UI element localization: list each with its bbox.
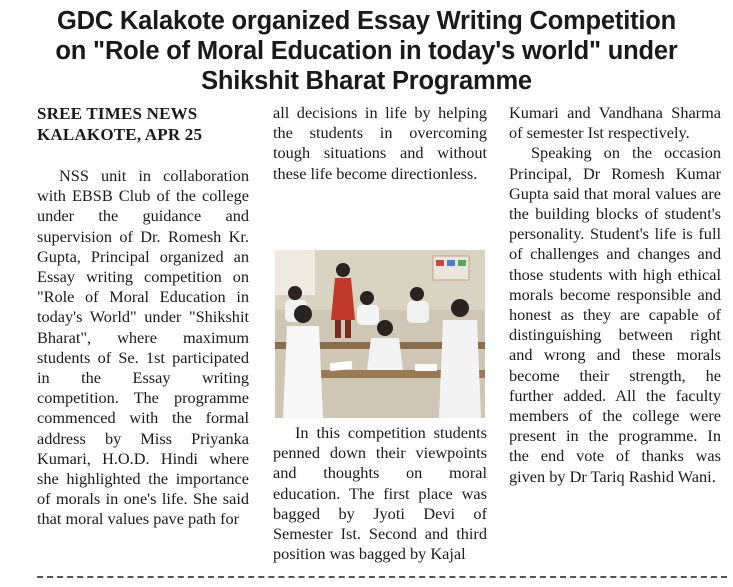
column-1 [37, 166, 249, 530]
paragraph-intro: NSS unit in collaboration with EBSB Club of the college under the guidance and supervision of Dr. Romesh Kr. Gupta, Principal organized an Essay writing competition on "Role of Moral Education in today's World" under "Shikshit Bharat", where maximum students of Se. 1st participated in the Essay writing competition. The programme commenced with the formal address by Miss Priyanka Kumari, H.O.D. Hindi where she highlighted the importance of morals in one's life. She said that moral values pave path for [37, 166, 249, 529]
headline [0, 6, 733, 96]
news-source: SREE TIMES NEWS [37, 104, 198, 123]
headline-line-2: on "Role of Moral Education in today's world" under [55, 37, 678, 65]
classroom-photo [275, 250, 485, 418]
headline-line-1: GDC Kalakote organized Essay Writing Competition [56, 7, 677, 35]
headline-line-3: Shikshit Bharat Programme [201, 67, 532, 95]
column-2-top [273, 103, 487, 184]
dateline [37, 103, 249, 145]
paragraph-competition: In this competition students penned down their viewpoints and thoughts on moral education. The first place was bagged by Jyoti Devi of Semester Ist. Second and third position was bagged by Kajal [273, 423, 487, 564]
bottom-dashed-rule [37, 576, 727, 578]
column-2-bottom [273, 423, 487, 564]
paragraph-continued: all decisions in life by helping the students in overcoming tough situations and without these life become directionless. [273, 103, 487, 183]
column-3 [509, 103, 721, 487]
classroom-photo-illustration [275, 250, 485, 418]
paragraph-principal: Speaking on the occasion Principal, Dr Romesh Kumar Gupta said that moral values are the building blocks of student's personality. Student's life is full of challenges and changes and those students with high ethical morals become responsible and honest as they are capable of distinguishing between right and wrong and these morals become their strength, he further added. All the faculty members of the college were present in the programme. In the end vote of thanks was given by Dr Tariq Rashid Wani. [509, 143, 721, 486]
place-date: KALAKOTE, APR 25 [37, 125, 203, 144]
paragraph-winners: Kumari and Vandhana Sharma of semester Ist respectively. [509, 103, 721, 143]
